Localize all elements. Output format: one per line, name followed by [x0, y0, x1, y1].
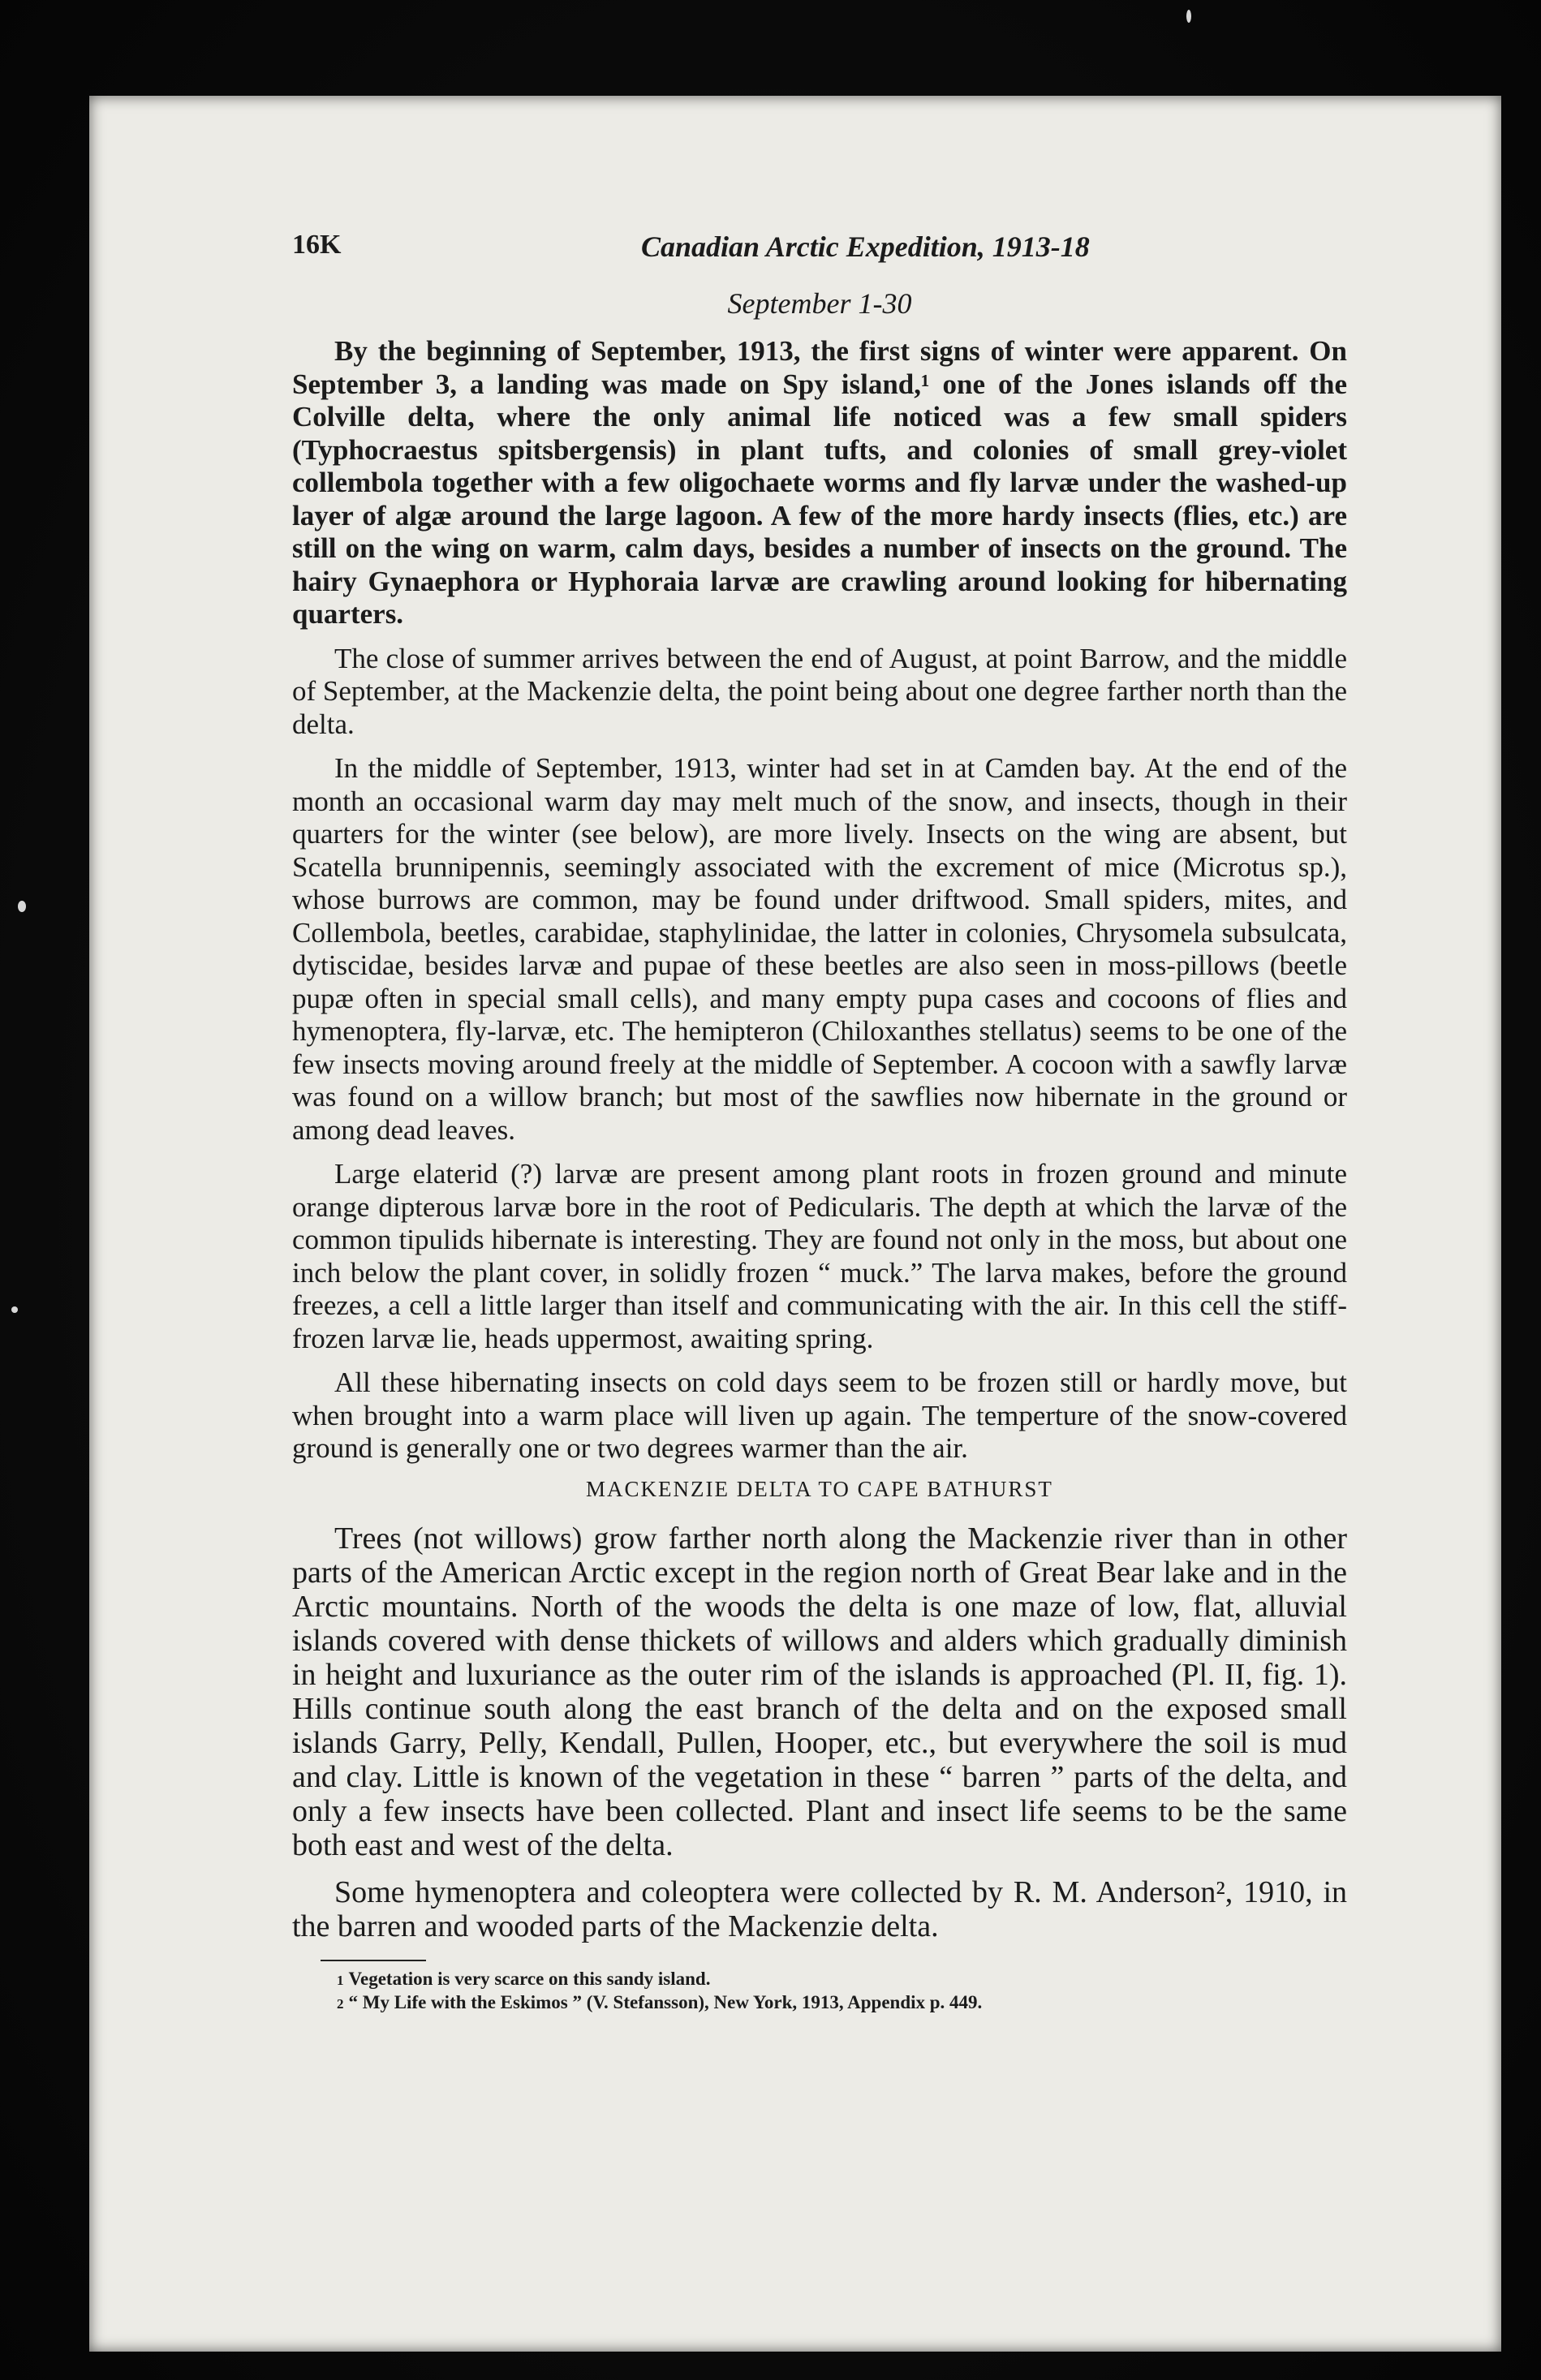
paragraph: In the middle of September, 1913, winter had set in at Camden bay. At the end of the month an occasional warm day may melt much of the snow, and insects, though in their quarters for the winter (see below), are more lively. Insects on the wing are absent, but Scatella brunnipennis, seemingly associated with the excrement of mice (Microtus sp.), whose burrows are common, may be found under driftwood. Small spiders, mites, and Collembola, beetles, carabidae, staphylinidae, the latter in colonies, Chrysomela subsulcata, dytiscidae, besides larvæ and pupae of these beetles are also seen in moss-pillows (beetle pupæ often in special small cells), and many empty pupa cases and cocoons of flies and hymenoptera, fly-larvæ, etc. The hemipteron (Chiloxanthes stellatus) seems to be one of the few insects moving around freely at the middle of September. A cocoon with a sawfly larvæ was found on a willow branch; but most of the sawflies now hibernate in the ground or among dead leaves.	[292, 752, 1347, 1146]
section-date-heading: September 1-30	[727, 287, 912, 320]
document-page	[89, 96, 1501, 2352]
footnote-text: Vegetation is very scarce on this sandy island.	[348, 1968, 711, 1989]
paragraph: Large elaterid (?) larvæ are present among plant roots in frozen ground and minute orange dipterous larvæ bore in the root of Pedicularis. The depth at which the larvæ of the common tipulids hibernate is interesting. They are found not only in the moss, but about one inch below the plant cover, in solidly frozen “ muck.” The larva makes, before the ground freezes, a cell a little larger than itself and communicating with the air. In this cell the stiff-frozen larvæ lie, heads uppermost, awaiting spring.	[292, 1158, 1347, 1354]
running-header	[292, 230, 1347, 278]
paragraph: Some hymenoptera and coleoptera were collected by R. M. Anderson², 1910, in the barren and wooded parts of the Mackenzie delta.	[292, 1874, 1347, 1943]
footnote-mark: 2	[337, 1995, 344, 2012]
scan-speck	[1186, 10, 1191, 23]
footnote-mark: 1	[337, 1972, 344, 1988]
scan-speck	[11, 1306, 18, 1313]
paragraph: Trees (not willows) grow farther north along the Mackenzie river than in other parts of the American Arctic except in the region north of Great Bear lake and in the Arctic mountains. North of the woods the delta is one maze of low, flat, alluvial islands covered with dense thickets of willows and alders which gradually diminish in height and luxuriance as the outer rim of the islands is approached (Pl. II, fig. 1). Hills continue south along the east branch of the delta and on the exposed small islands Garry, Pelly, Kendall, Pullen, Hooper, etc., but everywhere the soil is mud and clay. Little is known of the vegetation in these “ barren ” parts of the delta, and only a few insects have been collected. Plant and insect life seems to be the same both east and west of the delta.	[292, 1521, 1347, 1862]
paragraph: By the beginning of September, 1913, the first signs of winter were apparent. On September 3, a landing was made on Spy island,¹ one of the Jones islands off the Colville delta, where the only animal life noticed was a few small spiders (Typhocraestus spitsbergensis) in plant tufts, and colonies of small grey-violet collembola together with a few oligochaete worms and fly larvæ under the washed-up layer of algæ around the large lagoon. A few of the more hardy insects (flies, etc.) are still on the wing on warm, calm days, besides a number of insects on the ground. The hairy Gynaephora or Hyphoraia larvæ are crawling around looking for hibernating quarters.	[292, 335, 1347, 630]
page-number: 16K	[292, 230, 342, 260]
paragraph: The close of summer arrives between the end of August, at point Barrow, and the middle of September, at the Mackenzie delta, the point being about one degree farther north than the delta.	[292, 642, 1347, 740]
scan-speck	[18, 901, 26, 912]
footnote	[337, 1991, 1347, 2015]
running-title: Canadian Arctic Expedition, 1913-18	[641, 230, 1090, 263]
paragraph: All these hibernating insects on cold days seem to be frozen still or hardly move, but when brought into a warm place will liven up again. The temperture of the snow-covered ground is generally one or two degrees warmer than the air.	[292, 1366, 1347, 1464]
page-content	[292, 230, 1347, 2015]
footnote-text: “ My Life with the Eskimos ” (V. Stefansson), New York, 1913, Appendix p. 449.	[348, 1991, 983, 2012]
section-heading: MACKENZIE DELTA TO CAPE BATHURST	[586, 1476, 1053, 1501]
footnote-rule	[321, 1960, 426, 1961]
footnote	[337, 1968, 1347, 1991]
